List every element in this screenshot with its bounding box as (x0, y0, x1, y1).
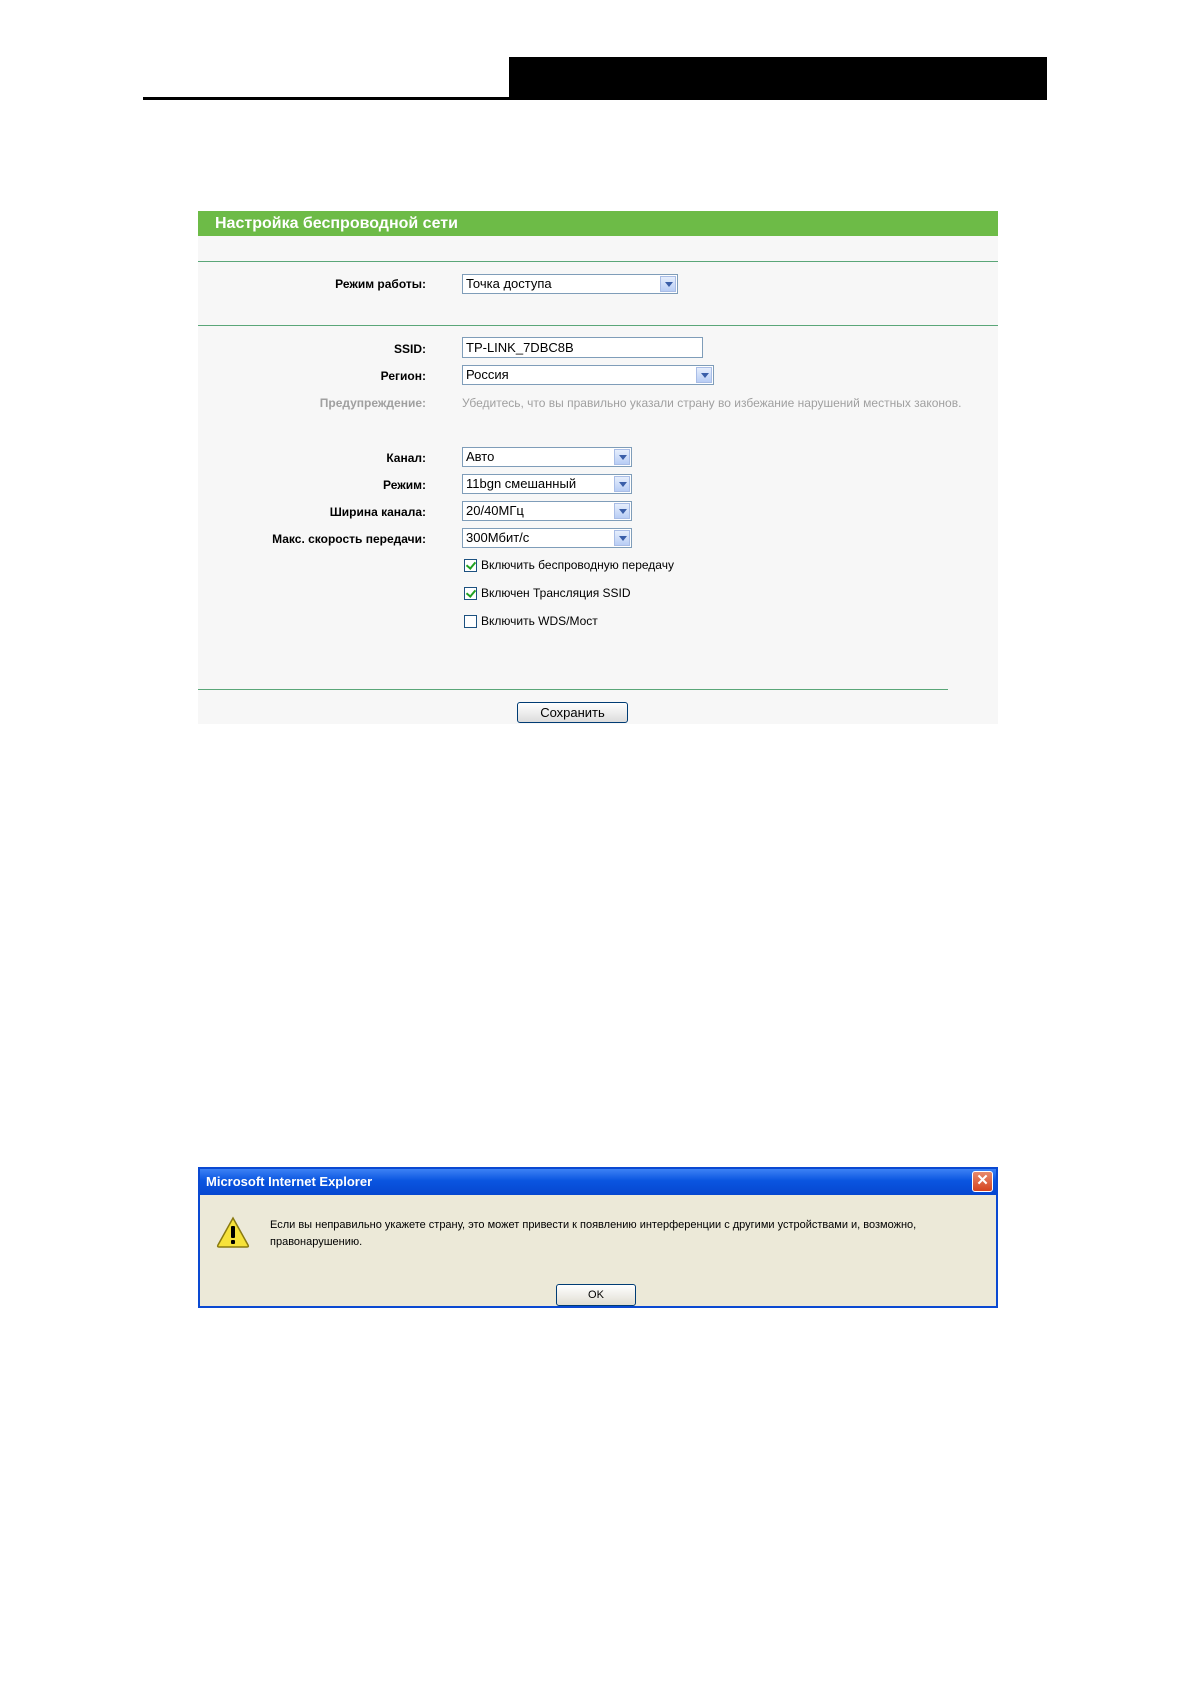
document-header-band (509, 57, 1047, 100)
wds-bridge-checkbox-row[interactable] (464, 614, 598, 628)
chevron-down-icon[interactable] (614, 530, 630, 546)
enable-wireless-label: Включить беспроводную передачу (481, 558, 674, 572)
max-rate-select-value: 300Мбит/с (466, 530, 530, 545)
wds-bridge-label: Включить WDS/Мост (481, 614, 598, 628)
channel-width-select[interactable] (462, 501, 632, 521)
panel-title: Настройка беспроводной сети (198, 211, 998, 236)
dialog-message: Если вы неправильно укажете страну, это может привести к появлению интерференции с другими устройствами и, возможно, правонарушению. (270, 1219, 917, 1248)
warning-text: Убедитесь, что вы правильно указали страну во избежание нарушений местных законов. (462, 396, 962, 410)
divider (198, 689, 948, 690)
max-rate-label: Макс. скорость передачи: (272, 532, 426, 546)
channel-width-label: Ширина канала: (329, 505, 426, 519)
ssid-broadcast-checkbox-row[interactable] (464, 586, 631, 600)
mode-select[interactable] (462, 274, 678, 294)
alert-dialog (198, 1167, 998, 1308)
warning-icon (216, 1216, 250, 1248)
wireless-mode-select-value: 11bgn смешанный (466, 476, 577, 491)
document-header-rule (143, 97, 509, 100)
chevron-down-icon[interactable] (614, 476, 630, 492)
ssid-input[interactable] (462, 337, 703, 358)
chevron-down-icon[interactable] (614, 449, 630, 465)
ssid-broadcast-label: Включен Трансляция SSID (481, 586, 631, 600)
region-select[interactable] (462, 365, 714, 385)
channel-select-value: Авто (466, 449, 495, 464)
mode-label: Режим работы: (335, 277, 426, 291)
ssid-broadcast-checkbox[interactable] (464, 587, 477, 600)
save-button[interactable]: Сохранить (517, 702, 628, 723)
wds-bridge-checkbox[interactable] (464, 615, 477, 628)
divider (198, 261, 998, 262)
warning-label: Предупреждение: (319, 396, 426, 410)
chevron-down-icon[interactable] (614, 503, 630, 519)
ssid-label: SSID: (393, 342, 426, 356)
dialog-title: Microsoft Internet Explorer (200, 1169, 996, 1195)
enable-wireless-checkbox[interactable] (464, 559, 477, 572)
wireless-mode-select[interactable] (462, 474, 632, 494)
divider (198, 325, 998, 326)
channel-select[interactable] (462, 447, 632, 467)
channel-label: Канал: (386, 451, 426, 465)
region-select-value: Россия (466, 367, 509, 382)
ok-button[interactable]: OK (556, 1284, 636, 1306)
wireless-settings-panel (198, 211, 998, 724)
channel-width-select-value: 20/40МГц (466, 503, 524, 518)
mode-select-value: Точка доступа (466, 276, 552, 291)
chevron-down-icon[interactable] (696, 367, 712, 383)
region-label: Регион: (380, 369, 426, 383)
close-icon[interactable]: ✕ (972, 1171, 993, 1192)
wireless-mode-label: Режим: (383, 478, 426, 492)
enable-wireless-checkbox-row[interactable] (464, 558, 674, 572)
max-rate-select[interactable] (462, 528, 632, 548)
chevron-down-icon[interactable] (660, 276, 676, 292)
